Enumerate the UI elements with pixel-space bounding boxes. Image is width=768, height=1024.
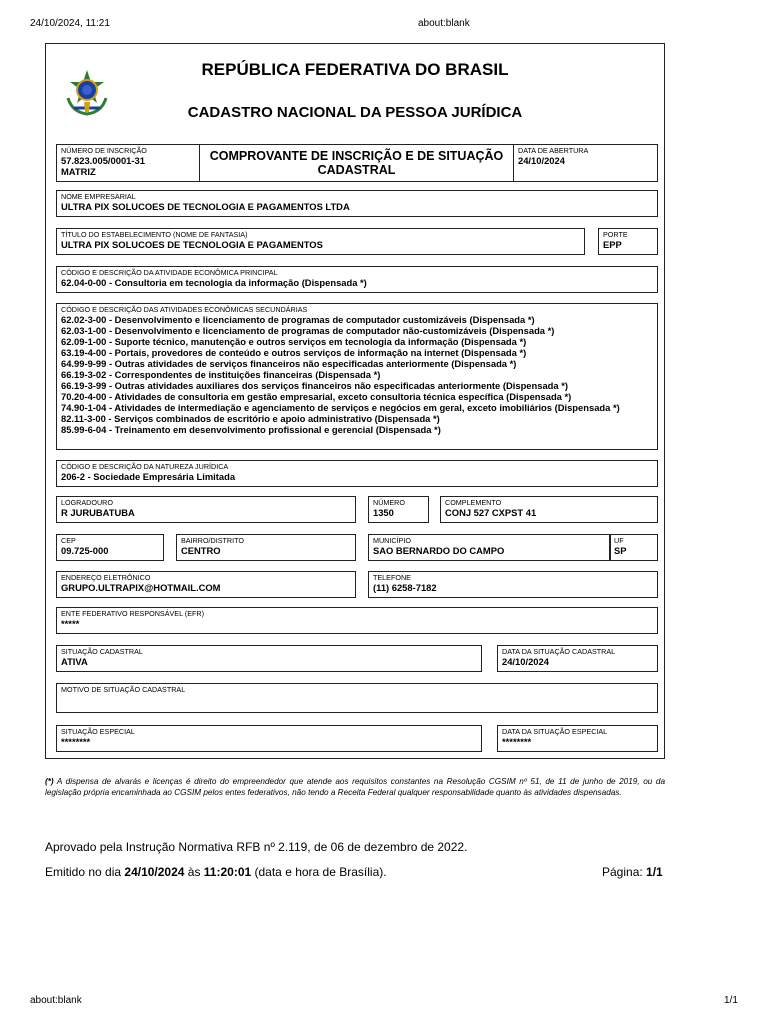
nome-empresarial-label: NOME EMPRESARIAL bbox=[61, 192, 136, 201]
atividade-principal-label: CÓDIGO E DESCRIÇÃO DA ATIVIDADE ECONÔMICA PRINCIPAL bbox=[61, 268, 278, 277]
note-text: A dispensa de alvarás e licenças é direito do empreendedor que atende aos requisitos constantes na Resolução CGSIM nº 51, de 11 de junho de 2019, ou da legislação própria encaminhada ao CGSIM pelos entes federativos, não tendo a Receita Federal qualquer responsabilidade quanto às atividades dispensadas. bbox=[45, 777, 665, 797]
cnpj-value: 57.823.005/0001-31 bbox=[61, 155, 145, 166]
atividade-secundaria-item: 62.03-1-00 - Desenvolvimento e licenciamento de programas de computador não-customizáveis (Dispensada *) bbox=[61, 325, 555, 336]
natureza-juridica-label: CÓDIGO E DESCRIÇÃO DA NATUREZA JURÍDICA bbox=[61, 462, 229, 471]
email-label: ENDEREÇO ELETRÔNICO bbox=[61, 573, 151, 582]
uf-label: UF bbox=[614, 536, 624, 545]
fantasia-label: TÍTULO DO ESTABELECIMENTO (NOME DE FANTASIA) bbox=[61, 230, 248, 239]
email-value: GRUPO.ULTRAPIX@HOTMAIL.COM bbox=[61, 582, 221, 593]
data-situacao-especial-box bbox=[497, 725, 658, 752]
inscricao-label: NÚMERO DE INSCRIÇÃO bbox=[61, 146, 147, 155]
numero-value: 1350 bbox=[373, 507, 394, 518]
print-page-title: about:blank bbox=[418, 18, 470, 29]
porte-label: PORTE bbox=[603, 230, 628, 239]
porte-box bbox=[598, 228, 658, 255]
telefone-box bbox=[368, 571, 658, 598]
efr-value: ***** bbox=[61, 618, 80, 629]
complemento-value: CONJ 527 CXPST 41 bbox=[445, 507, 537, 518]
pagina-label: Página: bbox=[602, 865, 647, 879]
motivo-box bbox=[56, 683, 658, 713]
atividades-secundarias-box bbox=[56, 303, 658, 450]
aprovado-text: Aprovado pela Instrução Normativa RFB nº 2.119, de 06 de dezembro de 2022. bbox=[45, 840, 468, 854]
emitido-time: 11:20:01 bbox=[203, 865, 252, 879]
municipio-box bbox=[368, 534, 611, 561]
emitido-as: às bbox=[184, 865, 204, 879]
atividade-secundaria-item: 64.99-9-99 - Outras atividades de serviços financeiros não especificadas anteriormente (Dispensada *) bbox=[61, 358, 517, 369]
uf-value: SP bbox=[614, 545, 627, 556]
fantasia-box bbox=[56, 228, 585, 255]
data-situacao-box bbox=[497, 645, 658, 672]
cep-value: 09.725-000 bbox=[61, 545, 109, 556]
bairro-box bbox=[176, 534, 356, 561]
nome-empresarial-value: ULTRA PIX SOLUCOES DE TECNOLOGIA E PAGAMENTOS LTDA bbox=[61, 201, 350, 212]
bairro-label: BAIRRO/DISTRITO bbox=[181, 536, 244, 545]
data-situacao-value: 24/10/2024 bbox=[502, 656, 549, 667]
emitido-suffix: (data e hora de Brasília). bbox=[251, 865, 387, 879]
cnpj-document bbox=[45, 43, 665, 759]
municipio-value: SAO BERNARDO DO CAMPO bbox=[373, 545, 505, 556]
municipio-label: MUNICÍPIO bbox=[373, 536, 411, 545]
abertura-label: DATA DE ABERTURA bbox=[518, 146, 589, 155]
email-box bbox=[56, 571, 356, 598]
motivo-label: MOTIVO DE SITUAÇÃO CADASTRAL bbox=[61, 685, 186, 694]
logradouro-value: R JURUBATUBA bbox=[61, 507, 135, 518]
situacao-value: ATIVA bbox=[61, 656, 88, 667]
abertura-box bbox=[513, 144, 658, 182]
atividade-secundaria-item: 85.99-6-04 - Treinamento em desenvolvimento profissional e gerencial (Dispensada *) bbox=[61, 424, 441, 435]
abertura-value: 24/10/2024 bbox=[518, 155, 565, 166]
atividade-secundaria-item: 66.19-3-02 - Correspondentes de instituições financeiras (Dispensada *) bbox=[61, 369, 381, 380]
emitido-date: 24/10/2024 bbox=[124, 865, 185, 879]
logradouro-box bbox=[56, 496, 356, 523]
atividade-principal-box bbox=[56, 266, 658, 293]
situacao-especial-label: SITUAÇÃO ESPECIAL bbox=[61, 727, 135, 736]
inscricao-box bbox=[56, 144, 200, 182]
pagina-text bbox=[602, 865, 663, 879]
note-marker: (*) bbox=[45, 777, 54, 786]
telefone-value: (11) 6258-7182 bbox=[373, 582, 437, 593]
print-footer-page: 1/1 bbox=[724, 995, 738, 1006]
atividade-secundaria-item: 70.20-4-00 - Atividades de consultoria em gestão empresarial, exceto consultoria técnica específica (Dispensada *) bbox=[61, 391, 572, 402]
cep-label: CEP bbox=[61, 536, 76, 545]
cep-box bbox=[56, 534, 164, 561]
efr-box bbox=[56, 607, 658, 634]
data-situacao-especial-value: ******** bbox=[502, 736, 532, 747]
complemento-label: COMPLEMENTO bbox=[445, 498, 502, 507]
bairro-value: CENTRO bbox=[181, 545, 221, 556]
emitido-prefix: Emitido no dia bbox=[45, 865, 125, 879]
dispensa-note bbox=[45, 776, 665, 798]
atividades-secundarias-label: CÓDIGO E DESCRIÇÃO DAS ATIVIDADES ECONÔMICAS SECUNDÁRIAS bbox=[61, 305, 308, 314]
situacao-especial-box bbox=[56, 725, 482, 752]
complemento-box bbox=[440, 496, 658, 523]
porte-value: EPP bbox=[603, 239, 622, 250]
atividade-secundaria-item: 66.19-3-99 - Outras atividades auxiliares dos serviços financeiros não especificadas anteriormente (Dispensada *) bbox=[61, 380, 568, 391]
numero-box bbox=[368, 496, 429, 523]
atividade-secundaria-item: 82.11-3-00 - Serviços combinados de escritório e apoio administrativo (Dispensada *) bbox=[61, 413, 440, 424]
situacao-especial-value: ******** bbox=[61, 736, 91, 747]
document-subtitle: CADASTRO NACIONAL DA PESSOA JURÍDICA bbox=[187, 104, 523, 121]
atividade-secundaria-item: 63.19-4-00 - Portais, provedores de conteúdo e outros serviços de informação na internet (Dispensada *) bbox=[61, 347, 527, 358]
pagina-value: 1/1 bbox=[646, 865, 663, 879]
nome-empresarial-box bbox=[56, 190, 658, 217]
document-title: REPÚBLICA FEDERATIVA DO BRASIL bbox=[201, 60, 509, 79]
situacao-label: SITUAÇÃO CADASTRAL bbox=[61, 647, 143, 656]
atividade-secundaria-item: 74.90-1-04 - Atividades de intermediação e agenciamento de serviços e negócios em geral, exceto imobiliários (Dispensada *) bbox=[61, 402, 620, 413]
fantasia-value: ULTRA PIX SOLUCOES DE TECNOLOGIA E PAGAMENTOS bbox=[61, 239, 323, 250]
atividade-secundaria-item: 62.09-1-00 - Suporte técnico, manutenção e outros serviços em tecnologia da informação (Dispensada *) bbox=[61, 336, 527, 347]
situacao-box bbox=[56, 645, 482, 672]
atividade-secundaria-item: 62.02-3-00 - Desenvolvimento e licenciamento de programas de computador customizáveis (Dispensada *) bbox=[61, 314, 535, 325]
data-situacao-label: DATA DA SITUAÇÃO CADASTRAL bbox=[502, 647, 616, 656]
data-situacao-especial-label: DATA DA SITUAÇÃO ESPECIAL bbox=[502, 727, 608, 736]
atividade-principal-value: 62.04-0-00 - Consultoria em tecnologia da informação (Dispensada *) bbox=[61, 277, 367, 288]
emitido-text bbox=[45, 865, 387, 879]
natureza-juridica-value: 206-2 - Sociedade Empresária Limitada bbox=[61, 471, 236, 482]
natureza-juridica-box bbox=[56, 460, 658, 487]
print-footer-url: about:blank bbox=[30, 995, 82, 1006]
comprovante-title: COMPROVANTE DE INSCRIÇÃO E DE SITUAÇÃO CADASTRAL bbox=[199, 144, 514, 182]
numero-label: NÚMERO bbox=[373, 498, 405, 507]
logradouro-label: LOGRADOURO bbox=[61, 498, 113, 507]
uf-box bbox=[609, 534, 658, 561]
print-datetime: 24/10/2024, 11:21 bbox=[30, 18, 110, 29]
telefone-label: TELEFONE bbox=[373, 573, 411, 582]
matriz-value: MATRIZ bbox=[61, 166, 96, 177]
efr-label: ENTE FEDERATIVO RESPONSÁVEL (EFR) bbox=[61, 609, 204, 618]
